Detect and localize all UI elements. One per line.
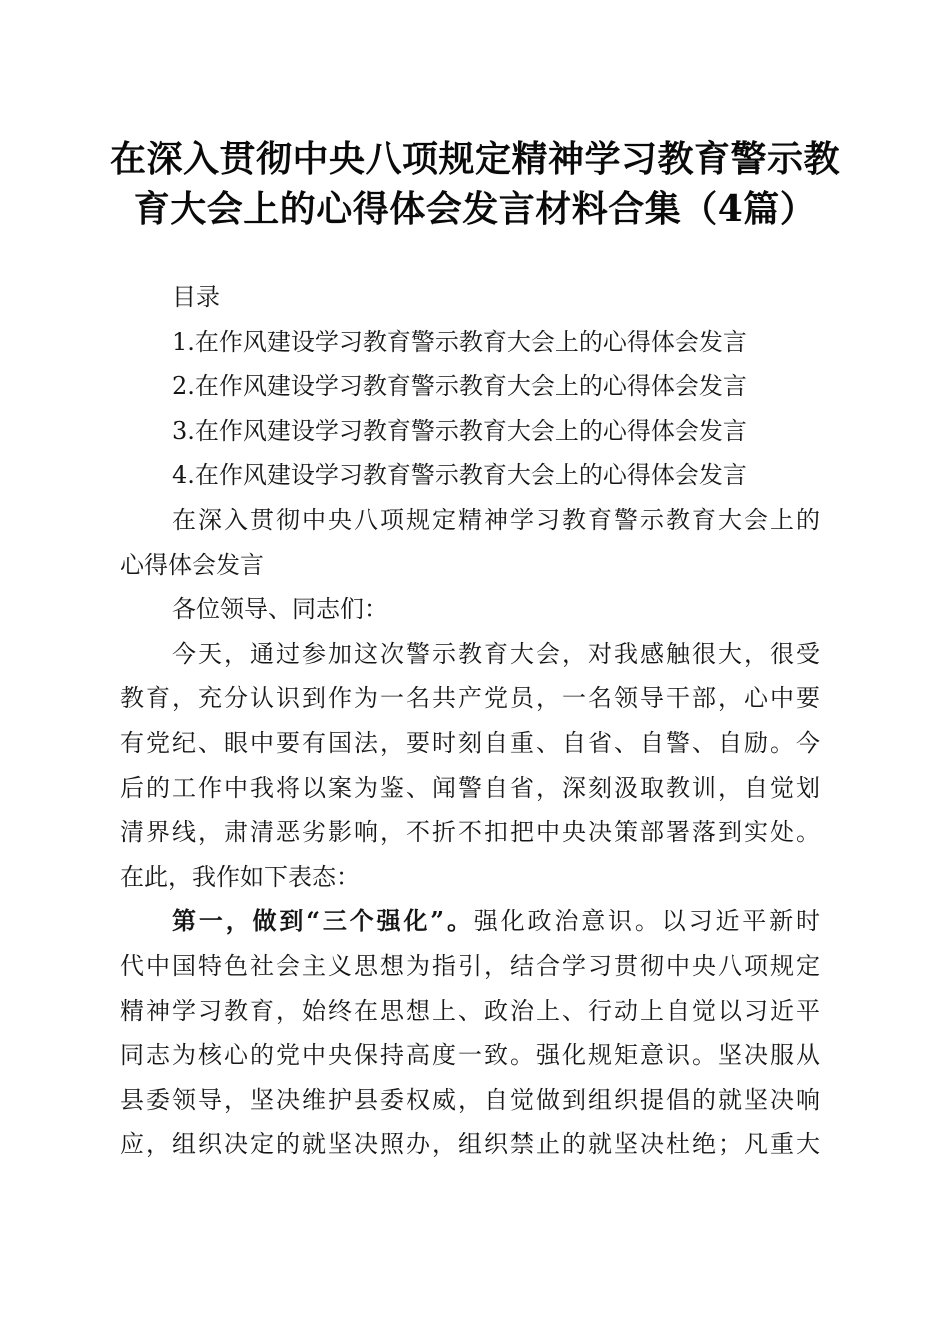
toc-item-4: 4.在作风建设学习教育警示教育大会上的心得体会发言: [172, 461, 747, 490]
paragraph-2-line-5: 县委领导，坚决维护县委权威，自觉做到组织提倡的就坚决响: [120, 1085, 820, 1114]
toc-item-1: 1.在作风建设学习教育警示教育大会上的心得体会发言: [172, 327, 747, 356]
paragraph-1-line-3: 有党纪、眼中要有国法，要时刻自重、自省、自警、自励。今: [120, 728, 820, 757]
paragraph-2-line-1-rest: 强化政治意识。以习近平新时: [473, 907, 820, 936]
document-body: [120, 275, 820, 1167]
speech-title-line-1: 在深入贯彻中央八项规定精神学习教育警示教育大会上的: [172, 505, 820, 534]
document-title-line-2: 育大会上的心得体会发言材料合集（4篇）: [133, 188, 817, 230]
paragraph-2-line-6: 应，组织决定的就坚决照办，组织禁止的就坚决杜绝；凡重大: [120, 1130, 820, 1159]
paragraph-1-line-2: 教育，充分认识到作为一名共产党员，一名领导干部，心中要: [120, 684, 820, 713]
speech-salutation: 各位领导、同志们：: [172, 595, 388, 624]
toc-item-2: 2.在作风建设学习教育警示教育大会上的心得体会发言: [172, 372, 747, 401]
paragraph-2-line-3: 精神学习教育，始终在思想上、政治上、行动上自觉以习近平: [120, 996, 820, 1025]
paragraph-2-lead: 第一，做到“三个强化”。: [172, 906, 474, 936]
toc-heading: 目录: [172, 283, 220, 311]
toc-item-3: 3.在作风建设学习教育警示教育大会上的心得体会发言: [172, 416, 747, 445]
paragraph-1-line-4: 后的工作中我将以案为鉴、闻警自省，深刻汲取教训，自觉划: [120, 773, 820, 802]
paragraph-1-line-1: 今天，通过参加这次警示教育大会，对我感触很大，很受: [172, 639, 820, 668]
paragraph-2-line-4: 同志为核心的党中央保持高度一致。强化规矩意识。坚决服从: [120, 1041, 820, 1070]
document-title: [110, 134, 840, 234]
paragraph-2-line-2: 代中国特色社会主义思想为指引，结合学习贯彻中央八项规定: [120, 951, 820, 980]
speech-title-line-2: 心得体会发言: [120, 550, 264, 579]
document-title-line-1: 在深入贯彻中央八项规定精神学习教育警示教: [110, 138, 841, 180]
paragraph-1-line-6: 在此，我作如下表态：: [120, 862, 360, 891]
paragraph-1-line-5: 清界线，肃清恶劣影响，不折不扣把中央决策部署落到实处。: [120, 818, 820, 847]
paragraph-2-line-1: [120, 899, 820, 944]
